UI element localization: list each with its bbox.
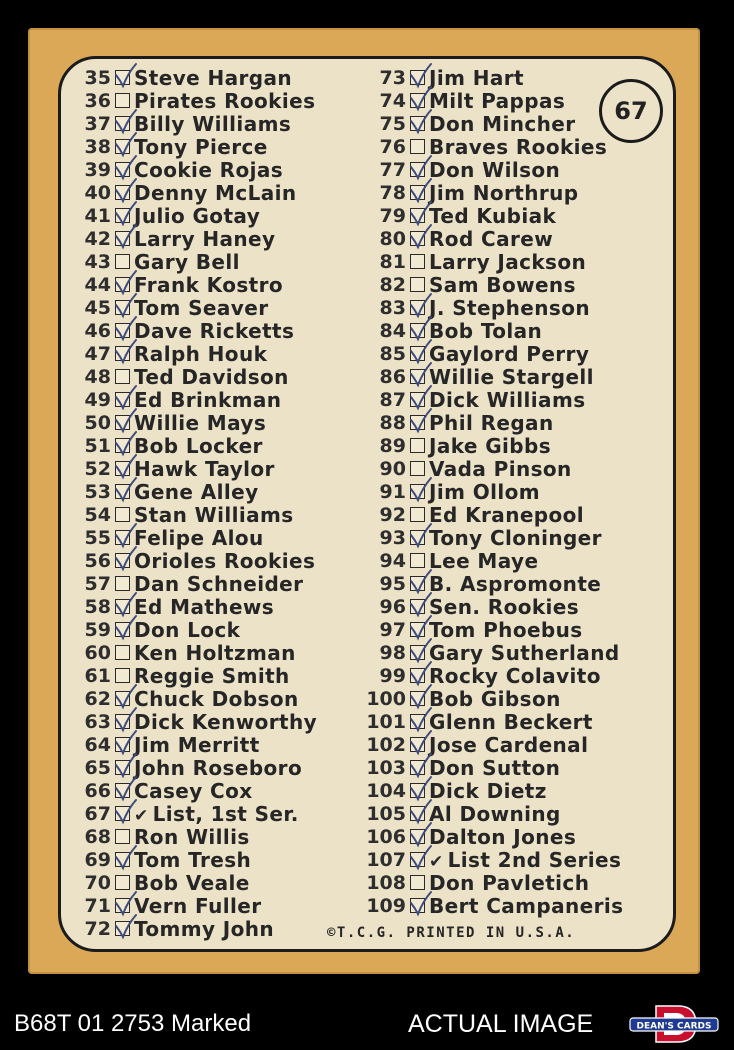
- checked-checkbox[interactable]: [410, 369, 425, 384]
- player-name: Gary Sutherland: [429, 641, 620, 665]
- card-number: 106: [366, 826, 406, 848]
- player-name: Orioles Rookies: [134, 549, 316, 573]
- card-number: 98: [379, 642, 406, 664]
- card-number: 100: [366, 688, 406, 710]
- pen-check-icon: [113, 339, 137, 365]
- player-name-text: List, 1st Ser.: [152, 802, 299, 826]
- card-number: 57: [84, 573, 111, 595]
- card-number: 50: [84, 412, 111, 434]
- card-number: 78: [379, 182, 406, 204]
- card-number: 82: [379, 274, 406, 296]
- checked-checkbox[interactable]: [115, 691, 130, 706]
- pen-check-icon: [408, 891, 432, 917]
- checked-checkbox[interactable]: [410, 668, 425, 683]
- checked-checkbox[interactable]: [115, 921, 130, 936]
- card-number: 54: [84, 504, 111, 526]
- card-number: 86: [379, 366, 406, 388]
- card-number: 48: [84, 366, 111, 388]
- checked-checkbox[interactable]: [410, 622, 425, 637]
- checked-checkbox[interactable]: [115, 139, 130, 154]
- checked-checkbox[interactable]: [410, 162, 425, 177]
- card-number: 87: [379, 389, 406, 411]
- player-name: Milt Pappas: [429, 89, 566, 113]
- player-name: Don Sutton: [429, 756, 561, 780]
- player-name: Bob Gibson: [429, 687, 561, 711]
- player-name: Lee Maye: [429, 549, 539, 573]
- player-name: Dan Schneider: [134, 572, 304, 596]
- empty-checkbox[interactable]: [115, 875, 130, 890]
- card-number: 105: [366, 803, 406, 825]
- player-name: Phil Regan: [429, 411, 554, 435]
- checklist-row: [73, 918, 363, 941]
- card-number: 71: [84, 895, 111, 917]
- card-number: 89: [379, 435, 406, 457]
- pen-check-icon: [408, 477, 432, 503]
- checked-checkbox[interactable]: [115, 185, 130, 200]
- empty-checkbox[interactable]: [115, 829, 130, 844]
- card-number: 36: [84, 90, 111, 112]
- card-number: 94: [379, 550, 406, 572]
- footer-left-label: B68T 01 2753 Marked: [14, 1010, 252, 1037]
- card-number: 80: [379, 228, 406, 250]
- card-number: 42: [84, 228, 111, 250]
- checked-checkbox[interactable]: [115, 806, 130, 821]
- checklist-card: [58, 56, 676, 952]
- checklist-row: [73, 228, 363, 251]
- card-number: 96: [379, 596, 406, 618]
- player-name: Billy Williams: [134, 112, 292, 136]
- checked-checkbox[interactable]: [410, 691, 425, 706]
- empty-checkbox[interactable]: [410, 139, 425, 154]
- player-name: Bert Campaneris: [429, 894, 624, 918]
- pen-check-icon: [113, 546, 137, 572]
- player-name: Tommy John: [134, 917, 275, 941]
- card-number: 75: [379, 113, 406, 135]
- checklist-row: [73, 67, 363, 90]
- player-name: Vern Fuller: [134, 894, 262, 918]
- checklist-row: [366, 435, 666, 458]
- card-number: 103: [366, 757, 406, 779]
- checklist-row: [73, 619, 363, 642]
- player-name: Sen. Rookies: [429, 595, 580, 619]
- player-name: J. Stephenson: [429, 296, 590, 320]
- empty-checkbox[interactable]: [410, 438, 425, 453]
- card-number: 40: [84, 182, 111, 204]
- player-name: Julio Gotay: [134, 204, 261, 228]
- pen-check-icon: [113, 799, 137, 825]
- pen-check-icon: [113, 477, 137, 503]
- card-number: 59: [84, 619, 111, 641]
- empty-checkbox[interactable]: [115, 576, 130, 591]
- pen-check-icon: [408, 224, 432, 250]
- pen-check-icon: [113, 914, 137, 940]
- card-number: 62: [84, 688, 111, 710]
- checked-checkbox[interactable]: [410, 185, 425, 200]
- player-name: John Roseboro: [134, 756, 303, 780]
- checked-checkbox[interactable]: [115, 116, 130, 131]
- player-name: Ed Mathews: [134, 595, 275, 619]
- pen-check-icon: [113, 615, 137, 641]
- player-name: Gary Bell: [134, 250, 240, 274]
- player-name: Cookie Rojas: [134, 158, 284, 182]
- card-number: 108: [366, 872, 406, 894]
- logo-text: DEAN'S CARDS: [636, 1021, 712, 1032]
- card-number: 67: [84, 803, 111, 825]
- card-number: 107: [366, 849, 406, 871]
- player-name: Don Mincher: [429, 112, 576, 136]
- pen-check-icon: [113, 224, 137, 250]
- card-number: 72: [84, 918, 111, 940]
- player-name: Rocky Colavito: [429, 664, 601, 688]
- player-name: B. Aspromonte: [429, 572, 602, 596]
- pen-check-icon: [113, 845, 137, 871]
- player-name: Casey Cox: [134, 779, 253, 803]
- empty-checkbox[interactable]: [410, 254, 425, 269]
- checklist-row: [366, 895, 666, 918]
- player-name: Jake Gibbs: [429, 434, 552, 458]
- checklist-row: [73, 343, 363, 366]
- card-number: 49: [84, 389, 111, 411]
- player-name: Dalton Jones: [429, 825, 577, 849]
- checked-checkbox[interactable]: [115, 70, 130, 85]
- checked-checkbox[interactable]: [115, 852, 130, 867]
- checked-checkbox[interactable]: [410, 346, 425, 361]
- player-name: Stan Williams: [134, 503, 294, 527]
- card-number-badge: 67: [599, 79, 663, 143]
- checked-checkbox[interactable]: [410, 208, 425, 223]
- player-name: Ron Willis: [134, 825, 250, 849]
- card-number: 60: [84, 642, 111, 664]
- player-name: Jim Northrup: [429, 181, 579, 205]
- checked-checkbox[interactable]: [410, 760, 425, 775]
- card-number: 95: [379, 573, 406, 595]
- checked-checkbox[interactable]: [115, 760, 130, 775]
- deans-cards-logo: [626, 1004, 722, 1044]
- empty-checkbox[interactable]: [115, 645, 130, 660]
- checked-checkbox[interactable]: [410, 415, 425, 430]
- player-name: Hawk Taylor: [134, 457, 275, 481]
- pen-check-icon: [408, 523, 432, 549]
- copyright-text: ©T.C.G. PRINTED IN U.S.A.: [327, 925, 576, 941]
- card-number: 85: [379, 343, 406, 365]
- player-name: Pirates Rookies: [134, 89, 316, 113]
- checked-checkbox[interactable]: [115, 438, 130, 453]
- checked-checkbox[interactable]: [410, 806, 425, 821]
- card-number: 101: [366, 711, 406, 733]
- card-number: 79: [379, 205, 406, 227]
- card-number: 63: [84, 711, 111, 733]
- card-number: 55: [84, 527, 111, 549]
- card-number: 84: [379, 320, 406, 342]
- footer-right-label: ACTUAL IMAGE: [408, 1010, 594, 1038]
- checked-checkbox[interactable]: [115, 530, 130, 545]
- card-number: 69: [84, 849, 111, 871]
- empty-checkbox[interactable]: [410, 277, 425, 292]
- player-name: Bob Locker: [134, 434, 263, 458]
- player-name: Bob Tolan: [429, 319, 543, 343]
- card-number: 74: [379, 90, 406, 112]
- player-name: Willie Mays: [134, 411, 267, 435]
- player-name: Ed Brinkman: [134, 388, 282, 412]
- empty-checkbox[interactable]: [115, 668, 130, 683]
- player-name: Bob Veale: [134, 871, 250, 895]
- card-number: 76: [379, 136, 406, 158]
- pen-check-icon: [408, 845, 432, 871]
- player-name: Sam Bowens: [429, 273, 576, 297]
- card-number: 35: [84, 67, 111, 89]
- card-number: 68: [84, 826, 111, 848]
- check-icon: ✔: [134, 806, 149, 826]
- player-name: Willie Stargell: [429, 365, 594, 389]
- checked-checkbox[interactable]: [115, 346, 130, 361]
- player-name: Dick Williams: [429, 388, 586, 412]
- checked-checkbox[interactable]: [410, 116, 425, 131]
- card-number: 109: [366, 895, 406, 917]
- checked-checkbox[interactable]: [115, 461, 130, 476]
- checklist-row: [366, 527, 666, 550]
- checked-checkbox[interactable]: [115, 737, 130, 752]
- card-number: 43: [84, 251, 111, 273]
- card-number: 44: [84, 274, 111, 296]
- card-number: 53: [84, 481, 111, 503]
- player-name: Don Lock: [134, 618, 241, 642]
- card-number: 99: [379, 665, 406, 687]
- pen-check-icon: [408, 109, 432, 135]
- checked-checkbox[interactable]: [115, 162, 130, 177]
- player-name: Larry Haney: [134, 227, 276, 251]
- checklist-row: [366, 251, 666, 274]
- player-name: Felipe Alou: [134, 526, 264, 550]
- player-name: Glenn Beckert: [429, 710, 593, 734]
- player-name: Ken Holtzman: [134, 641, 296, 665]
- check-icon: ✔: [429, 852, 444, 872]
- card-number: 58: [84, 596, 111, 618]
- checked-checkbox[interactable]: [115, 622, 130, 637]
- card-number: 104: [366, 780, 406, 802]
- card-number: 91: [379, 481, 406, 503]
- checked-checkbox[interactable]: [410, 599, 425, 614]
- player-name: Don Wilson: [429, 158, 561, 182]
- player-name: Tony Cloninger: [429, 526, 602, 550]
- checked-checkbox[interactable]: [115, 898, 130, 913]
- card-number: 97: [379, 619, 406, 641]
- checked-checkbox[interactable]: [115, 392, 130, 407]
- empty-checkbox[interactable]: [115, 369, 130, 384]
- card-number: 102: [366, 734, 406, 756]
- player-name: Gaylord Perry: [429, 342, 590, 366]
- card-number: 70: [84, 872, 111, 894]
- checked-checkbox[interactable]: [410, 323, 425, 338]
- player-name: Chuck Dobson: [134, 687, 299, 711]
- checked-checkbox[interactable]: [410, 93, 425, 108]
- card-number: 90: [379, 458, 406, 480]
- card-number: 47: [84, 343, 111, 365]
- card-number: 56: [84, 550, 111, 572]
- player-name: Tom Phoebus: [429, 618, 583, 642]
- checklist-row: [366, 228, 666, 251]
- player-name: Ted Kubiak: [429, 204, 557, 228]
- checked-checkbox[interactable]: [410, 70, 425, 85]
- pen-check-icon: [408, 408, 432, 434]
- player-name: Al Downing: [429, 802, 561, 826]
- player-name: Tom Tresh: [134, 848, 252, 872]
- player-name: Rod Carew: [429, 227, 554, 251]
- card-number: 45: [84, 297, 111, 319]
- checklist-row: [73, 849, 363, 872]
- player-name: Frank Kostro: [134, 273, 283, 297]
- checked-checkbox[interactable]: [115, 277, 130, 292]
- player-name: Jim Merritt: [134, 733, 260, 757]
- player-name: Ralph Houk: [134, 342, 268, 366]
- player-name: Gene Alley: [134, 480, 259, 504]
- checked-checkbox[interactable]: [410, 530, 425, 545]
- player-name: Denny McLain: [134, 181, 297, 205]
- card-number: 46: [84, 320, 111, 342]
- checklist-row: [366, 412, 666, 435]
- empty-checkbox[interactable]: [410, 461, 425, 476]
- player-name: Larry Jackson: [429, 250, 587, 274]
- card-number: 39: [84, 159, 111, 181]
- checked-checkbox[interactable]: [410, 852, 425, 867]
- empty-checkbox[interactable]: [410, 553, 425, 568]
- empty-checkbox[interactable]: [115, 254, 130, 269]
- card-number: 51: [84, 435, 111, 457]
- checked-checkbox[interactable]: [410, 645, 425, 660]
- checklist-left-column: [73, 67, 363, 941]
- checklist-row: [73, 803, 363, 826]
- checked-checkbox[interactable]: [410, 231, 425, 246]
- player-name: Dave Ricketts: [134, 319, 295, 343]
- card-number: 88: [379, 412, 406, 434]
- checked-checkbox[interactable]: [410, 300, 425, 315]
- checked-checkbox[interactable]: [410, 576, 425, 591]
- checklist-row: [73, 481, 363, 504]
- checked-checkbox[interactable]: [115, 553, 130, 568]
- card-number: 38: [84, 136, 111, 158]
- player-name: Steve Hargan: [134, 66, 293, 90]
- player-name-text: List 2nd Series: [447, 848, 622, 872]
- card-number: 92: [379, 504, 406, 526]
- empty-checkbox[interactable]: [410, 507, 425, 522]
- card-number: 37: [84, 113, 111, 135]
- checked-checkbox[interactable]: [115, 300, 130, 315]
- checked-checkbox[interactable]: [115, 415, 130, 430]
- player-name: Jim Ollom: [429, 480, 540, 504]
- card-number: 77: [379, 159, 406, 181]
- card-number: 64: [84, 734, 111, 756]
- pen-check-icon: [113, 63, 137, 89]
- checked-checkbox[interactable]: [410, 898, 425, 913]
- empty-checkbox[interactable]: [410, 875, 425, 890]
- checked-checkbox[interactable]: [410, 737, 425, 752]
- checklist-row: [73, 550, 363, 573]
- checked-checkbox[interactable]: [115, 714, 130, 729]
- checked-checkbox[interactable]: [115, 484, 130, 499]
- player-name: Don Pavletich: [429, 871, 590, 895]
- player-name: Tom Seaver: [134, 296, 269, 320]
- checklist-row: [366, 849, 666, 872]
- player-name: Ted Davidson: [134, 365, 289, 389]
- card-number: 66: [84, 780, 111, 802]
- checked-checkbox[interactable]: [115, 323, 130, 338]
- card-number: 83: [379, 297, 406, 319]
- player-name: Vada Pinson: [429, 457, 572, 481]
- card-number: 61: [84, 665, 111, 687]
- checked-checkbox[interactable]: [115, 599, 130, 614]
- player-name: Jose Cardenal: [429, 733, 589, 757]
- player-name: Jim Hart: [429, 66, 524, 90]
- checklist-right-column: [366, 67, 666, 918]
- card-number: 81: [379, 251, 406, 273]
- player-name: Dick Kenworthy: [134, 710, 318, 734]
- checked-checkbox[interactable]: [115, 231, 130, 246]
- checklist-row: [73, 642, 363, 665]
- checked-checkbox[interactable]: [410, 714, 425, 729]
- checked-checkbox[interactable]: [410, 783, 425, 798]
- player-name: Braves Rookies: [429, 135, 608, 159]
- player-name: Tony Pierce: [134, 135, 268, 159]
- player-name: Ed Kranepool: [429, 503, 585, 527]
- checklist-row: [366, 481, 666, 504]
- checked-checkbox[interactable]: [115, 783, 130, 798]
- empty-checkbox[interactable]: [115, 507, 130, 522]
- card-number: 41: [84, 205, 111, 227]
- player-name: Dick Dietz: [429, 779, 547, 803]
- card-number: 65: [84, 757, 111, 779]
- checked-checkbox[interactable]: [410, 392, 425, 407]
- checked-checkbox[interactable]: [115, 208, 130, 223]
- card-number: 52: [84, 458, 111, 480]
- checked-checkbox[interactable]: [410, 484, 425, 499]
- checked-checkbox[interactable]: [410, 829, 425, 844]
- card-number: 93: [379, 527, 406, 549]
- card-number: 73: [379, 67, 406, 89]
- empty-checkbox[interactable]: [115, 93, 130, 108]
- player-name: Reggie Smith: [134, 664, 290, 688]
